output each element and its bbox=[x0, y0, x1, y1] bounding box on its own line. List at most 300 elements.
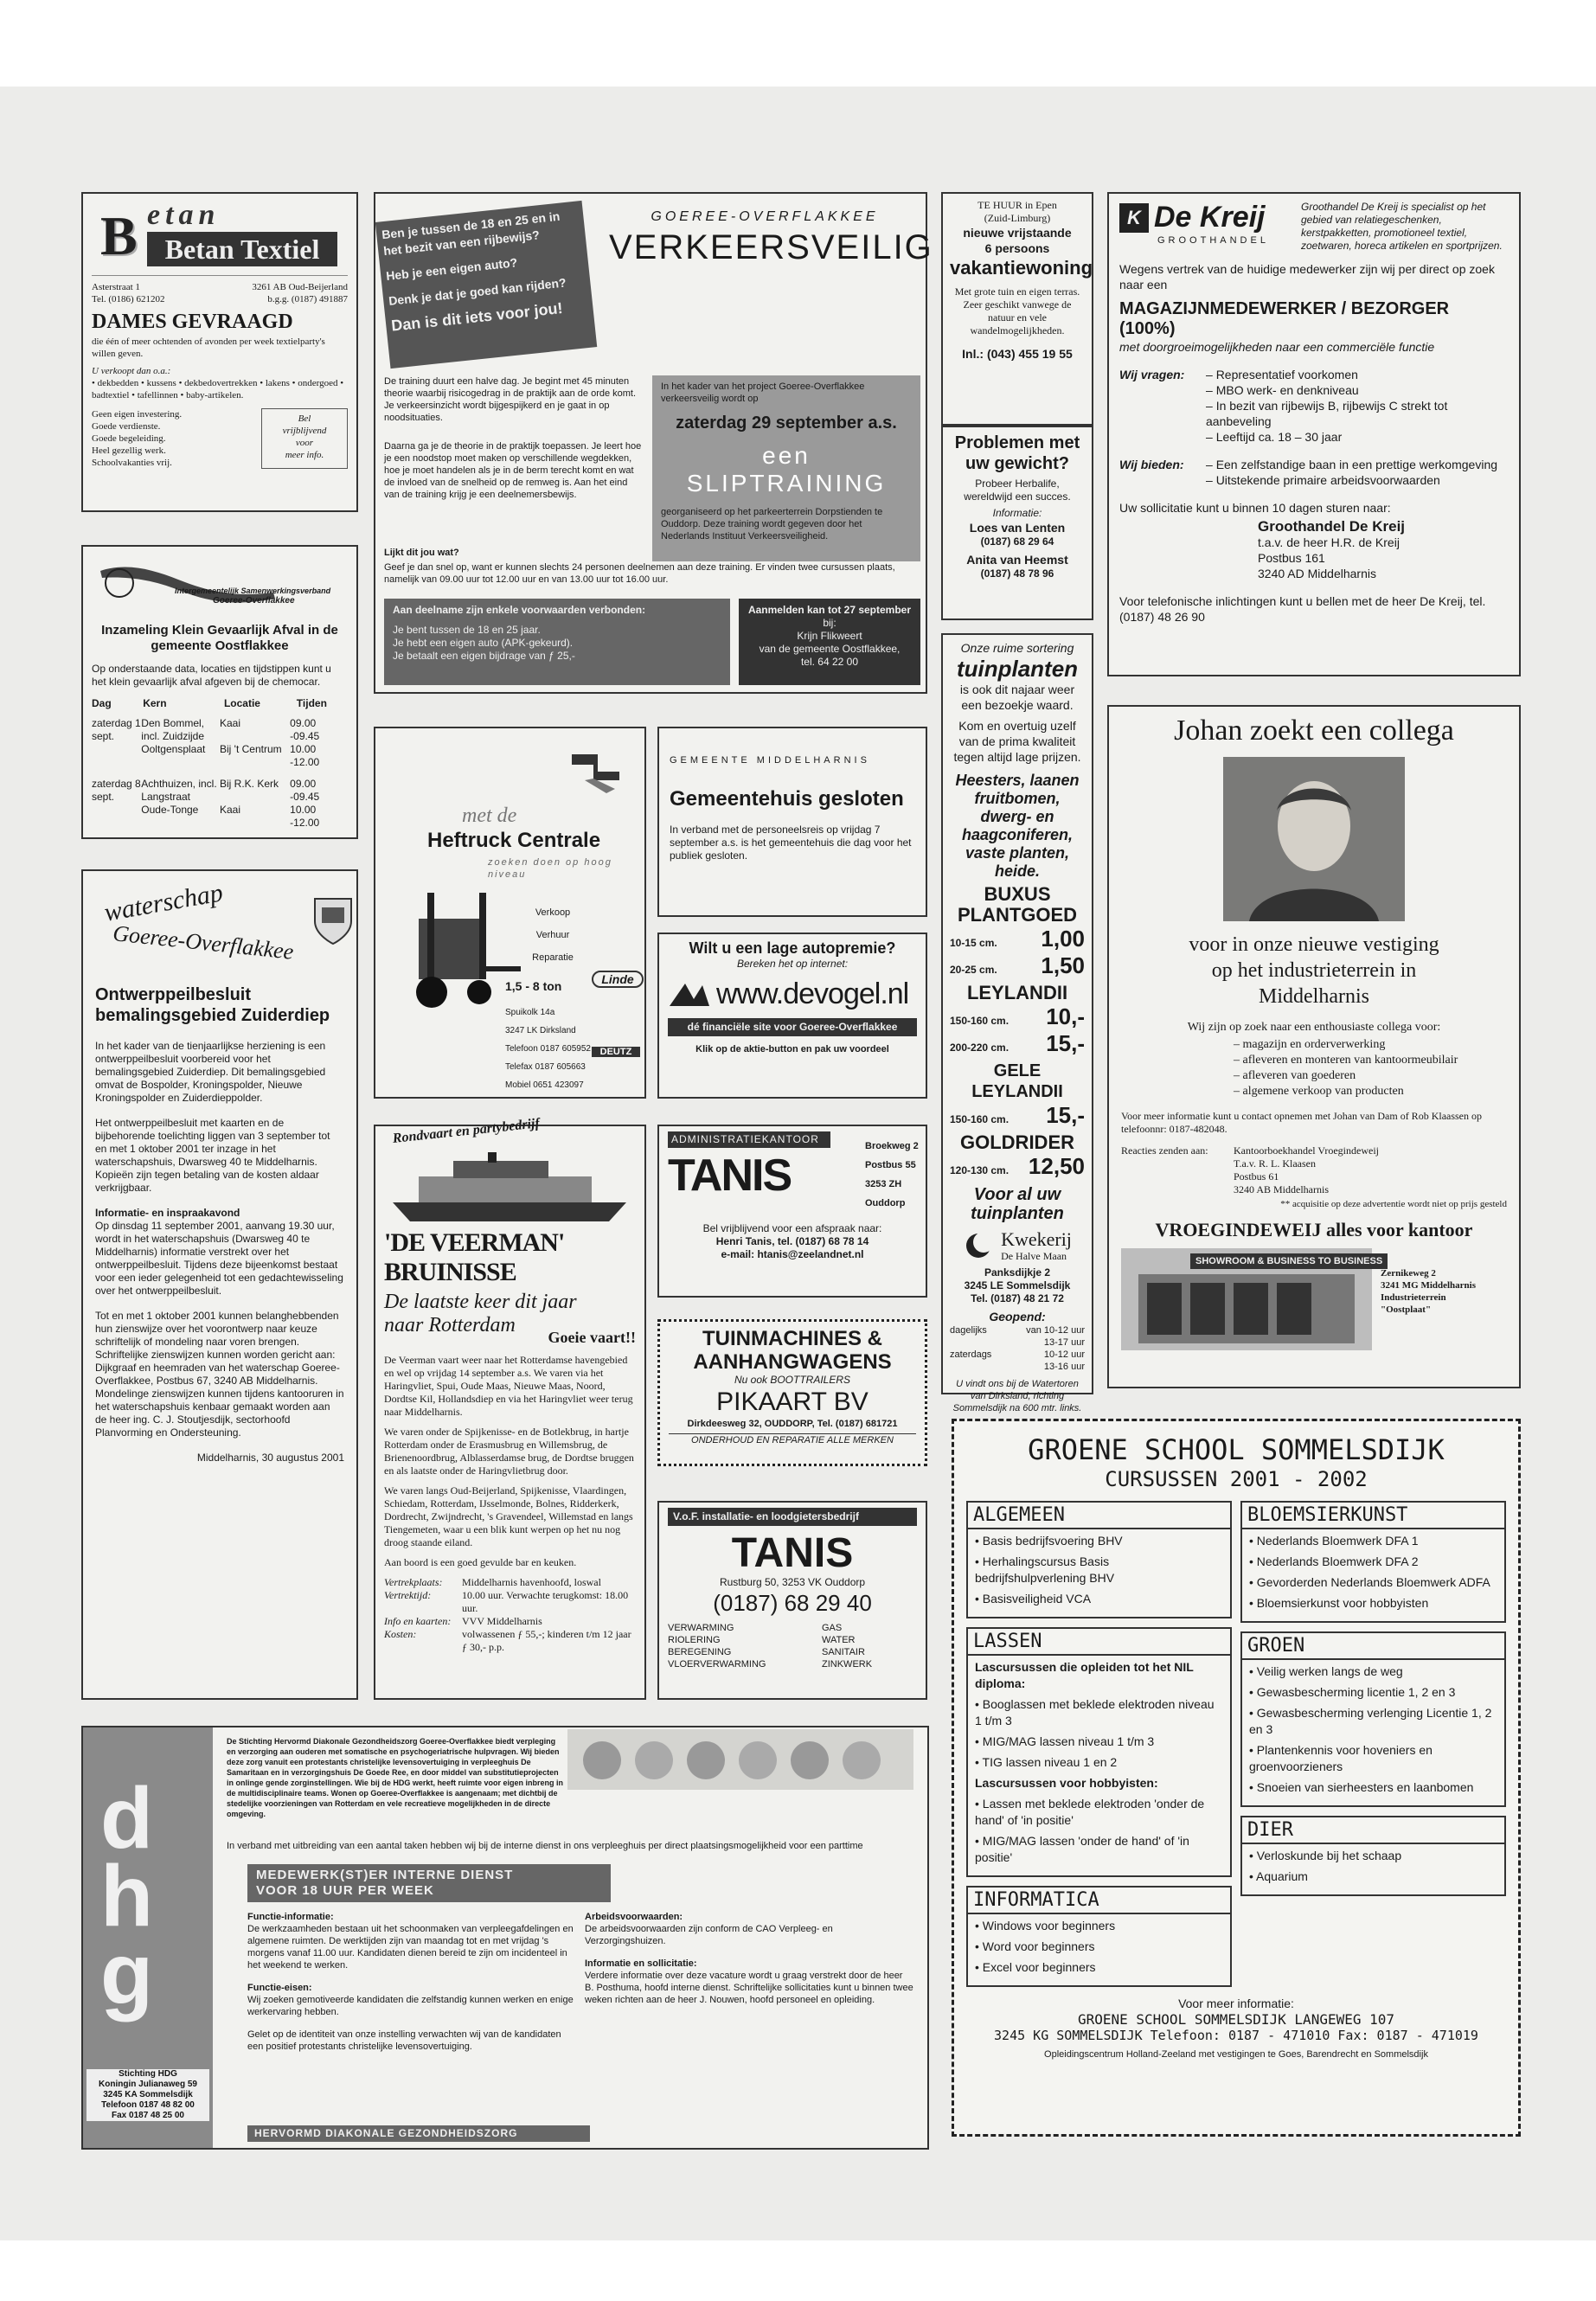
heftruck-name: Heftruck Centrale bbox=[427, 829, 601, 852]
tanis-inst-addr: Rustburg 50, 3253 VK Ouddorp bbox=[719, 1576, 866, 1588]
afval-cell: Achthuizen, incl. Langstraat bbox=[141, 778, 217, 803]
list-item: • Plantenkennis voor hoveniers en groenvoorzieners bbox=[1249, 1743, 1433, 1773]
pikaart-addr: Dirkdeesweg 32, OUDDORP, Tel. (0187) 681721 bbox=[687, 1419, 898, 1429]
detail-value: 10.00 uur. Verwachte terugkomst: 18.00 uur. bbox=[462, 1589, 629, 1614]
ad-pikaart bbox=[657, 1319, 927, 1466]
price-value: 10,- bbox=[1046, 1003, 1085, 1029]
betan-intro: die één of meer ochtenden of avonden per week textielparty's willen geven. bbox=[92, 336, 325, 359]
devogel-question: Wilt u een lage autopremie? bbox=[689, 939, 896, 957]
list-item: – algemene verkoop van producten bbox=[1234, 1085, 1404, 1098]
tanis-service: GAS bbox=[822, 1623, 843, 1633]
verkeer-q2: Heb je een eigen auto? bbox=[385, 255, 518, 283]
list-item-text: MBO werk- en denkniveau bbox=[1215, 383, 1359, 397]
ad-epen-vakantiewoning bbox=[941, 192, 1093, 426]
herbalife-info: Informatie: bbox=[992, 507, 1042, 519]
list-item: – Uitstekende primaire arbeidsvoorwaarden bbox=[1206, 473, 1440, 487]
showroom-block bbox=[1121, 1248, 1507, 1350]
hdg-job2: VOOR 18 UUR PER WEEK bbox=[256, 1883, 434, 1898]
heftruck-addr-line: Mobiel 0651 423097 bbox=[505, 1080, 584, 1090]
hdg-right-col bbox=[585, 1911, 913, 2006]
list-item: • Gewasbescherming verlenging Licentie 1, 2 en 3 bbox=[1249, 1706, 1492, 1736]
dekreij-addr-line: Groothandel De Kreij bbox=[1258, 518, 1406, 535]
detail-label: Vertrekplaats: bbox=[384, 1576, 443, 1588]
price-value: 12,50 bbox=[1028, 1153, 1085, 1179]
dekreij-job-sub: met doorgroeimogelijkheden naar een commerciële functie bbox=[1119, 340, 1435, 354]
table-row bbox=[92, 717, 348, 743]
list-item: • TIG lassen niveau 1 en 2 bbox=[975, 1755, 1118, 1769]
johan-contact: Voor meer informatie kunt u contact opnemen met Johan van Dam of Rob Klaassen op telefoonnr: 0187-482048. bbox=[1121, 1110, 1483, 1135]
hdg-is-h: Informatie en sollicitatie: bbox=[585, 1958, 697, 1969]
hdg-is: Verdere informatie over deze vacature wordt u graag verstrekt door de heer B. Posthuma, hoofd interne dienst. Schriftelijke sollicitaties kunt u binnen twee weken richten aan de heer J. Nouwen, hoofd personeel en opleiding. bbox=[585, 1971, 913, 2005]
lassen-hobby: Lascursussen voor hobbyisten: bbox=[975, 1776, 1158, 1790]
veerman-detail bbox=[384, 1576, 636, 1589]
groene-col-left bbox=[966, 1501, 1232, 1987]
kwek-top3: is ook dit najaar weer een bezoekje waard. bbox=[959, 683, 1075, 712]
list-item-text: Lassen met beklede elektroden 'onder de hand' of 'in positie' bbox=[975, 1797, 1205, 1827]
list-item: – Leeftijd ca. 18 – 30 jaar bbox=[1206, 430, 1343, 444]
waterschap-p4: Tot en met 1 oktober 2001 kunnen belanghebbenden hun zienswijze over het voorontwerp naar keuze schriftelijk of mondeling naar voren brengen. Schriftelijke zienswijzen kunnen worden gericht aan: Dijkgraaf en heemraden van het waterschap Goeree-Overflakkee, Postbus 67, 3240 AB Middelharnis. Mondelinge zienswijzen kunnen tijdens kantooruren in het waterschapshuis kenbaar gemaakt worden aan de heer ing. C. J. Stoutjesdijk, sectorhoofd Planvorming en Ondersteuning. bbox=[95, 1310, 344, 1439]
verkeer-date: zaterdag 29 september a.s. bbox=[676, 413, 897, 433]
waterschap-title: Ontwerppeilbesluit bemalingsgebied Zuiderdiep bbox=[95, 985, 330, 1025]
algemeen-box bbox=[966, 1501, 1232, 1618]
hdg-intro2: In verband met uitbreiding van een aantal taken hebben wij bij de interne dienst in ons verpleeghuis per direct plaatsingsmogelijkheid voor een parttime bbox=[227, 1841, 863, 1851]
list-item-text: Word voor beginners bbox=[982, 1939, 1095, 1953]
afval-cell: Oude-Tonge bbox=[141, 804, 199, 816]
list-item: • Basisveiligheid VCA bbox=[975, 1592, 1092, 1606]
hdg-addr-line: Fax 0187 48 25 00 bbox=[112, 2111, 184, 2120]
afval-header-dag: Dag bbox=[92, 697, 112, 709]
list-item: • Basis bedrijfsvoering BHV bbox=[975, 1534, 1123, 1548]
afval-cell bbox=[92, 804, 141, 830]
johan-photo bbox=[1223, 757, 1405, 921]
informatica-box bbox=[966, 1886, 1232, 1987]
tanis-admin-logo: TANIS bbox=[668, 1150, 792, 1201]
price-row bbox=[950, 1153, 1085, 1180]
price-row bbox=[950, 952, 1085, 979]
afval-cell: Den Bommel, incl. Zuidzijde bbox=[141, 717, 204, 742]
tanis-inst-name: TANIS bbox=[731, 1530, 854, 1576]
forklift-icon bbox=[393, 884, 522, 1031]
heftruck-range: 1,5 - 8 ton bbox=[505, 979, 562, 993]
aanmelden-line: tel. 64 22 00 bbox=[800, 656, 859, 668]
afval-cell: Bij 't Centrum bbox=[220, 743, 282, 755]
hdg-address bbox=[87, 2069, 209, 2121]
betan-point: Goede begeleiding. bbox=[92, 433, 166, 444]
verkeer-kicker: GOEREE-OVERFLAKKEE bbox=[651, 209, 879, 224]
reacties-line: T.a.v. R. L. Klaasen bbox=[1234, 1157, 1316, 1170]
afval-header-tijden: Tijden bbox=[296, 697, 327, 709]
dekreij-logo bbox=[1119, 201, 1292, 247]
waterschap-p1: In het kader van de tienjaarlijkse herziening is een ontwerppeilbesluit voorbereid voor het bemalingsgebied Zuiderdiep. Dit bemalingsgebied omvat de Bospolder, Kroningspolder, Nieuwe Kroningspolder en Zuiderdieppolder. bbox=[95, 1040, 326, 1104]
informatica-title: INFORMATICA bbox=[968, 1888, 1230, 1914]
list-item: • Herhalingscursus Basis bedrijfshulpverlening BHV bbox=[975, 1554, 1115, 1585]
tanis-inst-left bbox=[668, 1622, 822, 1670]
lassen-title: LASSEN bbox=[968, 1629, 1230, 1656]
hours-time: 13-16 uur bbox=[1043, 1362, 1085, 1372]
reacties-line: 3240 AB Middelharnis bbox=[1234, 1183, 1329, 1195]
hdg-addr-line: Koningin Julianaweg 59 bbox=[99, 2080, 197, 2089]
kwek-plants: Heesters, laanen fruitbomen, dwerg- en haagconiferen, vaste planten, heide. bbox=[955, 772, 1080, 880]
list-item: • Veilig werken langs de weg bbox=[1249, 1664, 1403, 1678]
hdg-fe: Wij zoeken gemotiveerde kandidaten die zelfstandig kunnen werken en enige werkervaring hebben. bbox=[247, 1995, 574, 2017]
gemeente-body: In verband met de personeelsreis op vrijdag 7 september a.s. is het gemeentehuis die dag voor het publiek gesloten. bbox=[670, 824, 912, 862]
person-photo-icon bbox=[1223, 757, 1405, 921]
tanis-service: VLOERVERWARMING bbox=[668, 1659, 766, 1670]
price-size: 120-130 cm. bbox=[950, 1164, 1010, 1176]
list-item-text: Aquarium bbox=[1256, 1869, 1308, 1883]
kwek-geopend: Geopend: bbox=[989, 1310, 1046, 1324]
list-item: • Bloemsierkunst voor hobbyisten bbox=[1249, 1596, 1429, 1610]
zernik-line: 3241 MG Middelharnis bbox=[1381, 1280, 1477, 1291]
price-value: 15,- bbox=[1046, 1030, 1085, 1056]
verkeer-cond-h: Aan deelname zijn enkele voorwaarden verbonden: bbox=[393, 604, 646, 616]
dekreij-vragen bbox=[1206, 367, 1509, 445]
hours-day: zaterdags bbox=[950, 1349, 992, 1360]
dekreij-logo-sub: GROOTHANDEL bbox=[1157, 235, 1269, 246]
list-item: • Verloskunde bij het schaap bbox=[1249, 1849, 1402, 1862]
price-value: 15,- bbox=[1046, 1102, 1085, 1128]
heftruck-met: met de bbox=[462, 804, 517, 827]
hdg-letters: dhg bbox=[100, 1770, 154, 2022]
afval-logo bbox=[92, 554, 348, 614]
bel-line: meer info. bbox=[285, 450, 324, 460]
tanis-addr-line: 3253 ZH bbox=[865, 1179, 902, 1189]
betan-phone: Tel. (0186) 621202 bbox=[92, 294, 165, 304]
afval-cell: 10.00 -12.00 bbox=[290, 743, 320, 768]
detail-value: Middelharnis havenhoofd, loswal bbox=[462, 1576, 601, 1588]
hdg-addr-line: Telefoon 0187 48 82 00 bbox=[101, 2100, 195, 2110]
list-item-text: Uitstekende primaire arbeidsvoorwaarden bbox=[1215, 473, 1440, 487]
lassen-nil: Lascursussen die opleiden tot het NIL diploma: bbox=[975, 1660, 1194, 1690]
betan-phone2: b.g.g. (0187) 491887 bbox=[267, 294, 348, 304]
waterschap-logo bbox=[95, 878, 344, 977]
veerman-head1: De laatste keer dit jaar bbox=[384, 1291, 577, 1313]
dekreij-bieden-label: Wij bieden: bbox=[1119, 458, 1184, 471]
waterschap-logo-1: waterschap bbox=[102, 878, 226, 927]
verkeer-cond-box bbox=[384, 599, 730, 685]
hours-row bbox=[950, 1361, 1085, 1373]
hdg-addr-line: Stichting HDG bbox=[119, 2069, 177, 2079]
list-item-text: afleveren van goederen bbox=[1242, 1069, 1356, 1082]
price-row bbox=[950, 1030, 1085, 1057]
hdg-fg: Gelet op de identiteit van onze instelling verwachten wij van de kandidaten een positief protestants christelijke levensovertuiging. bbox=[247, 2029, 561, 2052]
list-item: – MBO werk- en denkniveau bbox=[1206, 383, 1359, 397]
showroom-label: SHOWROOM & BUSINESS TO BUSINESS bbox=[1190, 1253, 1388, 1269]
betan-items: • dekbedden • kussens • dekbedovertrekken • lakens • ondergoed • badtextiel • tafellinnen • baby-artikelen. bbox=[92, 378, 344, 401]
hours-row bbox=[950, 1336, 1085, 1349]
ad-kwekerij-halve-maan bbox=[941, 633, 1093, 1413]
tanis-service: WATER bbox=[822, 1635, 856, 1645]
ad-gevaarlijk-afval bbox=[81, 545, 358, 839]
tanis-addr-line: Ouddorp bbox=[865, 1198, 906, 1208]
tanis-service: SANITAIR bbox=[822, 1647, 865, 1657]
betan-point: Geen eigen investering. bbox=[92, 409, 183, 420]
afval-cell: 10.00 -12.00 bbox=[290, 804, 320, 829]
epen-l2: (Zuid-Limburg) bbox=[984, 212, 1051, 224]
afval-cell: Bij R.K. Kerk bbox=[220, 778, 279, 790]
groene-sub: CURSUSSEN 2001 - 2002 bbox=[1105, 1467, 1368, 1491]
list-item: • MIG/MAG lassen niveau 1 t/m 3 bbox=[975, 1734, 1155, 1748]
reacties-line: Postbus 61 bbox=[1234, 1170, 1279, 1183]
dekreij-logo-text: De Kreij bbox=[1154, 201, 1266, 234]
heftruck-logo-icon bbox=[567, 746, 628, 798]
list-item: • Gewasbescherming licentie 1, 2 en 3 bbox=[1249, 1685, 1456, 1699]
afval-cell: 09.00 -09.45 bbox=[290, 717, 320, 742]
list-item-text: Bloemsierkunst voor hobbyisten bbox=[1256, 1596, 1429, 1610]
johan-brand: VROEGINDEWEIJ alles voor kantoor bbox=[1155, 1219, 1473, 1240]
list-item: – In bezit van rijbewijs B, rijbewijs C strekt tot aanbeveling bbox=[1206, 399, 1448, 428]
verkeer-slip: een SLIPTRAINING bbox=[686, 442, 887, 497]
tanis-addr-line: Broekweg 2 bbox=[865, 1141, 919, 1151]
list-item-text: Representatief voorkomen bbox=[1215, 368, 1358, 381]
hours-time: 10-12 uur bbox=[1043, 1349, 1085, 1360]
ad-groene-school bbox=[952, 1419, 1521, 2137]
ad-betan-textiel bbox=[81, 192, 358, 512]
heftruck-addr-line: 3247 LK Dirksland bbox=[505, 1026, 576, 1035]
list-item-text: Verloskunde bij het schaap bbox=[1256, 1849, 1402, 1862]
portraits-illustration bbox=[567, 1729, 913, 1790]
list-item-text: MIG/MAG lassen 'onder de hand' of 'in positie' bbox=[975, 1834, 1189, 1864]
ad-tanis-installatie bbox=[657, 1501, 927, 1700]
tanis-admin-line2: Henri Tanis, tel. (0187) 68 78 14 bbox=[715, 1235, 869, 1247]
verkeer-questions bbox=[375, 201, 597, 369]
list-item-text: Booglassen met beklede elektroden niveau 1 t/m 3 bbox=[975, 1697, 1215, 1727]
bloem-box bbox=[1240, 1501, 1506, 1623]
hours-time: 13-17 uur bbox=[1043, 1337, 1085, 1348]
kwek-name2: De Halve Maan bbox=[1001, 1249, 1067, 1262]
groene-meer: Voor meer informatie: bbox=[1178, 1997, 1294, 2010]
dekreij-addr-line: Postbus 161 bbox=[1258, 551, 1325, 565]
kwek-tel: Tel. (0187) 48 21 72 bbox=[971, 1292, 1064, 1304]
afval-cell: 09.00 -09.45 bbox=[290, 778, 320, 803]
groene-col-right bbox=[1240, 1501, 1506, 1987]
price-size: 150-160 cm. bbox=[950, 1113, 1010, 1125]
list-item-text: Plantenkennis voor hoveniers en groenvoorzieners bbox=[1249, 1743, 1433, 1773]
detail-label: Vertrektijd: bbox=[384, 1589, 432, 1601]
herbalife-t2: (0187) 48 78 96 bbox=[980, 567, 1054, 580]
hdg-av: De arbeidsvoorwaarden zijn conform de CAO Verpleeg- en Verzorgingshuizen. bbox=[585, 1924, 833, 1946]
list-item-text: Gewasbescherming licentie 1, 2 en 3 bbox=[1256, 1685, 1456, 1699]
list-item-text: Leeftijd ca. 18 – 30 jaar bbox=[1215, 430, 1343, 444]
aanmelden-line: bij: bbox=[823, 617, 836, 629]
list-item: • Nederlands Bloemwerk DFA 1 bbox=[1249, 1534, 1419, 1548]
devogel-tag: dé financiële site voor Goeree-Overflakkee bbox=[668, 1018, 917, 1036]
list-item-text: Nederlands Bloemwerk DFA 1 bbox=[1256, 1534, 1419, 1548]
ad-de-veerman bbox=[374, 1116, 646, 1700]
list-item: • Snoeien van sierheesters en laanbomen bbox=[1249, 1780, 1474, 1794]
list-item: • Lassen met beklede elektroden 'onder de hand' of 'in positie' bbox=[975, 1797, 1205, 1827]
table-row bbox=[92, 804, 348, 830]
bloem-title: BLOEMSIERKUNST bbox=[1242, 1503, 1504, 1529]
betan-city: 3261 AB Oud-Beijerland bbox=[252, 282, 348, 292]
epen-l6: Met grote tuin en eigen terras. Zeer geschikt vanwege de natuur en vele wandelmogelijkheden. bbox=[954, 285, 1080, 336]
deutz-logo: DEUTZ bbox=[592, 1047, 640, 1057]
shield-icon bbox=[311, 895, 355, 947]
ad-verkeersveilig bbox=[374, 192, 933, 694]
betan-verkoopt: U verkoopt dan o.a.: bbox=[92, 366, 171, 376]
list-item-text: Veilig werken langs de weg bbox=[1256, 1664, 1403, 1678]
gemeente-title: Gemeentehuis gesloten bbox=[670, 787, 904, 811]
price-row bbox=[950, 1102, 1085, 1129]
hdg-fe-h: Functie-eisen: bbox=[247, 1983, 312, 1993]
bel-line: Bel bbox=[298, 413, 311, 424]
johan-lead1: voor in onze nieuwe vestiging bbox=[1189, 933, 1439, 956]
heftruck-addr-line: Spuikolk 14a bbox=[505, 1008, 555, 1017]
verkeer-slip-box bbox=[652, 375, 920, 561]
epen-l1: TE HUUR in Epen bbox=[977, 199, 1057, 211]
verkeer-aanmelden bbox=[739, 599, 920, 685]
epen-l5: vakantiewoning bbox=[950, 257, 1093, 279]
ad-tanis-administratie bbox=[657, 1125, 927, 1298]
hdg-job1: MEDEWERK(ST)ER INTERNE DIENST bbox=[256, 1868, 514, 1882]
waterschap-p2: Het ontwerppeilbesluit met kaarten en de bijbehorende toelichting liggen van 3 september tot en met 1 oktober 2001 ter inzage in het waterschapshuis, Dwarsweg 40 te Middelharnis. Kopieën zijn tegen betaling van de kosten aldaar verkrijgbaar. bbox=[95, 1117, 330, 1194]
tanis-service: ZINKWERK bbox=[822, 1659, 873, 1670]
hours-row bbox=[950, 1349, 1085, 1361]
list-item: • Gevorderden Nederlands Bloemwerk ADFA bbox=[1249, 1575, 1490, 1589]
betan-headline: DAMES GEVRAAGD bbox=[92, 311, 293, 333]
ad-waterschap bbox=[81, 869, 358, 1700]
ad-heftruck-centrale bbox=[374, 727, 646, 1099]
heftruck-list bbox=[514, 901, 592, 969]
johan-reacties bbox=[1234, 1144, 1379, 1196]
groene-tel: 3245 KG SOMMELSDIJK Telefoon: 0187 - 471010 Fax: 0187 - 471019 bbox=[994, 2028, 1478, 2043]
kwek-top4: Kom en overtuig uzelf van de prima kwaliteit tegen altijd lage prijzen. bbox=[953, 719, 1081, 764]
hours-row bbox=[950, 1324, 1085, 1336]
herbalife-p2: Anita van Heemst bbox=[966, 553, 1068, 567]
tanis-addr-line: Postbus 55 bbox=[865, 1160, 916, 1170]
ad-herbalife bbox=[941, 426, 1093, 620]
afval-title: Inzameling Klein Gevaarlijk Afval in de gemeente Oostflakkee bbox=[101, 623, 338, 653]
dekreij-sollicit: Uw sollicitatie kunt u binnen 10 dagen sturen naar: bbox=[1119, 501, 1391, 515]
betan-bel-box bbox=[261, 408, 348, 469]
price-row bbox=[950, 926, 1085, 952]
heftruck-addr-line: Telefoon 0187 605952 bbox=[505, 1044, 591, 1054]
list-item-text: Een zelfstandige baan in een prettige werkomgeving bbox=[1215, 458, 1498, 471]
afval-cell: Ooltgensplaat bbox=[141, 743, 206, 755]
zernik-line: "Oostplaat" bbox=[1381, 1304, 1432, 1315]
afval-org-2: Goeree-Overflakkee bbox=[213, 596, 295, 606]
tanis-admin-addr bbox=[865, 1137, 919, 1213]
betan-point: Goede verdienste. bbox=[92, 421, 161, 432]
pikaart-title2: AANHANGWAGENS bbox=[693, 1350, 892, 1374]
kwek-addr2: 3245 LE Sommelsdijk bbox=[964, 1279, 1071, 1292]
groene-title: GROENE SCHOOL SOMMELSDIJK bbox=[1028, 1433, 1445, 1466]
heftruck-service: Verhuur bbox=[535, 930, 570, 940]
afval-cell bbox=[92, 743, 141, 769]
tanis-service: VERWARMING bbox=[668, 1623, 734, 1633]
dekreij-addr-line: 3240 AD Middelharnis bbox=[1258, 567, 1376, 580]
list-item-text: magazijn en orderverwerking bbox=[1242, 1038, 1386, 1051]
price-size: 150-160 cm. bbox=[950, 1015, 1010, 1027]
list-item: • MIG/MAG lassen 'onder de hand' of 'in positie' bbox=[975, 1834, 1189, 1864]
list-item: – afleveren en monteren van kantoormeubilair bbox=[1234, 1054, 1458, 1067]
hdg-foot: HERVORMD DIAKONALE GEZONDHEIDSZORG bbox=[247, 2125, 590, 2142]
ad-devogel bbox=[657, 933, 927, 1099]
johan-zernik bbox=[1381, 1267, 1502, 1316]
verkeer-title: VERKEERSVEILIG bbox=[609, 228, 933, 266]
list-item: – magazijn en orderverwerking bbox=[1234, 1038, 1386, 1051]
epen-l3: nieuwe vrijstaande bbox=[963, 226, 1072, 240]
bel-line: voor bbox=[295, 438, 314, 448]
list-item: • Booglassen met beklede elektroden niveau 1 t/m 3 bbox=[975, 1697, 1215, 1727]
kwek-leylandii: LEYLANDII bbox=[966, 982, 1068, 1003]
hdg-addr-line: 3245 KA Sommelsdijk bbox=[103, 2090, 193, 2099]
price-value: 1,00 bbox=[1041, 926, 1085, 952]
johan-tasks bbox=[1234, 1037, 1507, 1099]
afval-cell: zaterdag 1 sept. bbox=[92, 717, 141, 742]
pikaart-foot: ONDERHOUD EN REPARATIE ALLE MERKEN bbox=[669, 1433, 916, 1446]
veerman-p2: We varen onder de Spijkenisse- en de Botlekbrug, in hartje Rotterdam onder de Erasmusbrug en Willemsbrug, de Brienenoordbrug, Alblasserdamse brug, de Dordtse bruggen en als laatste onder de Haringvlietbrug door. bbox=[384, 1426, 634, 1477]
dekreij-job: MAGAZIJNMEDEWERKER / BEZORGER (100%) bbox=[1119, 299, 1450, 338]
herbalife-t1: (0187) 68 29 64 bbox=[980, 535, 1054, 548]
devogel-foot: Klik op de aktie-button en pak uw voordeel bbox=[695, 1044, 889, 1054]
veerman-name: 'DE VEERMAN' BRUINISSE bbox=[384, 1228, 565, 1286]
list-item-text: Herhalingscursus Basis bedrijfshulpverlening BHV bbox=[975, 1554, 1115, 1585]
list-item-text: In bezit van rijbewijs B, rijbewijs C strekt tot aanbeveling bbox=[1206, 399, 1448, 428]
tanis-admin-header: ADMINISTRATIEKANTOOR bbox=[668, 1131, 830, 1148]
afval-header-locatie: Locatie bbox=[223, 697, 260, 709]
list-item-text: Basisveiligheid VCA bbox=[982, 1592, 1092, 1606]
ship-icon bbox=[384, 1150, 635, 1228]
verkeer-cond: Je betaalt een eigen bijdrage van ƒ 25,- bbox=[393, 650, 575, 662]
dier-title: DIER bbox=[1242, 1817, 1504, 1844]
verkeer-q3: Denk je dat je goed kan rijden? bbox=[388, 275, 567, 308]
dekreij-logo-mark: K bbox=[1119, 203, 1149, 233]
betan-address: Asterstraat 1 bbox=[92, 282, 140, 292]
tanis-service: RIOLERING bbox=[668, 1635, 721, 1645]
dekreij-addr-line: t.a.v. de heer H.R. de Kreij bbox=[1258, 535, 1400, 549]
epen-l7: Inl.: (043) 455 19 55 bbox=[962, 347, 1073, 361]
list-item: • Windows voor beginners bbox=[975, 1919, 1116, 1932]
zernik-line: Industrieterrein bbox=[1381, 1292, 1446, 1303]
zernik-line: Zernikeweg 2 bbox=[1381, 1268, 1436, 1279]
tanis-inst-tel: (0187) 68 29 40 bbox=[713, 1590, 872, 1616]
detail-value: VVV Middelharnis bbox=[462, 1615, 542, 1627]
algemeen-title: ALGEMEEN bbox=[968, 1503, 1230, 1529]
devogel-url[interactable]: www.devogel.nl bbox=[716, 977, 909, 1010]
kwek-name1: Kwekerij bbox=[1001, 1227, 1072, 1250]
verkeer-body1: De training duurt een halve dag. Je begint met 45 minuten theorie waarbij risicogedrag in de praktijk aan de orde komt. Je verkeersinzicht wordt bijgespijkerd en je gaat in op noodsituaties. bbox=[384, 376, 637, 423]
afval-header-kern: Kern bbox=[143, 697, 167, 709]
johan-reacties-label: Reacties zenden aan: bbox=[1121, 1144, 1208, 1157]
tanis-inst-right bbox=[822, 1622, 917, 1670]
kwek-voor2: tuinplanten bbox=[971, 1204, 1064, 1223]
veerman-p1: De Veerman vaart weer naar het Rotterdamse havengebied en wel op vrijdag 14 september a.s. We varen via het Haringvliet, Spui, Oude Maas, Nieuwe Maas, Noord, Dordtse Kil, Hollandsdiep en via het Haringvliet weer terug naar Middelharnis. bbox=[384, 1354, 633, 1418]
table-row bbox=[92, 778, 348, 804]
verkeer-kader: In het kader van het project Goeree-Overflakkee verkeersveilig wordt op bbox=[661, 381, 865, 404]
hdg-left-col bbox=[247, 1911, 576, 2053]
dekreij-vragen-label: Wij vragen: bbox=[1119, 368, 1185, 381]
betan-point: Schoolvakanties vrij. bbox=[92, 458, 172, 468]
hdg-av-h: Arbeidsvoorwaarden: bbox=[585, 1912, 683, 1922]
list-item: • Aquarium bbox=[1249, 1869, 1308, 1883]
kwek-goldrider: GOLDRIDER bbox=[960, 1131, 1074, 1153]
devogel-logo-icon bbox=[668, 980, 711, 1009]
list-item: – Representatief voorkomen bbox=[1206, 368, 1358, 381]
veerman-detail bbox=[384, 1628, 636, 1654]
pikaart-title1: TUINMACHINES & bbox=[702, 1327, 882, 1350]
list-item-text: Snoeien van sierheesters en laanbomen bbox=[1256, 1780, 1474, 1794]
ad-de-kreij bbox=[1107, 192, 1521, 676]
tanis-admin-line1: Bel vrijblijvend voor een afspraak naar: bbox=[702, 1222, 882, 1234]
veerman-goeie: Goeie vaart!! bbox=[548, 1329, 636, 1346]
veerman-p4: Aan boord is een goed gevulde bar en keuken. bbox=[384, 1556, 577, 1568]
ad-vroegindeweij bbox=[1107, 705, 1521, 1388]
groene-foot: Opleidingscentrum Holland-Zeeland met vestigingen te Goes, Barendrecht en Sommelsdijk bbox=[1044, 2049, 1428, 2060]
price-value: 1,50 bbox=[1041, 952, 1085, 978]
epen-l4: 6 persoons bbox=[984, 241, 1050, 255]
aanmelden-line: Aanmelden kan tot 27 september bbox=[747, 604, 912, 616]
